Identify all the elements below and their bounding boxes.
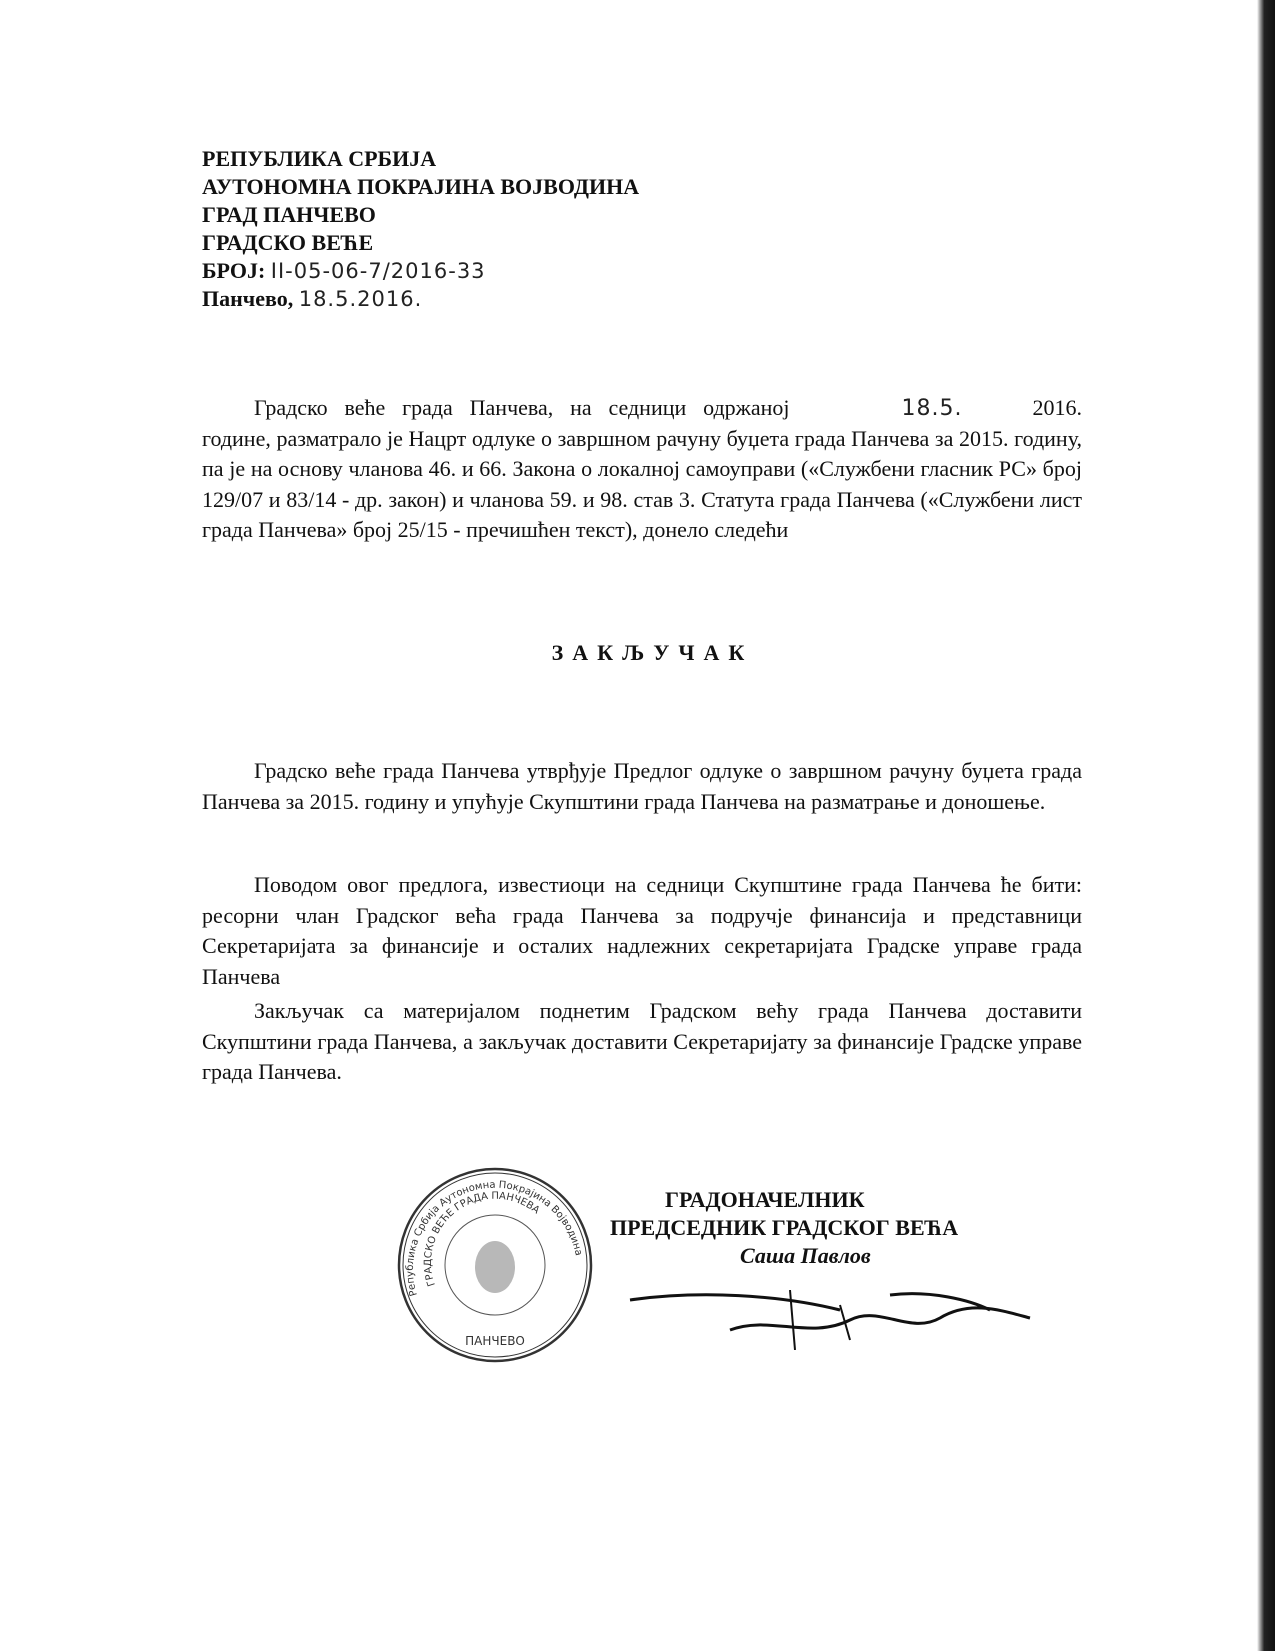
handwritten-number: II-05-06-7/2016-33 — [270, 259, 486, 283]
intro-paragraph-text — [202, 393, 1082, 546]
place-label: Панчево, — [202, 286, 294, 311]
handwritten-date: 18.5.2016. — [298, 287, 423, 311]
intro-text: Градско веће града Панчева, на седници одржаној — [254, 395, 790, 420]
signatory-title: ПРЕДСЕДНИК ГРАДСКОГ ВЕЋА — [610, 1215, 959, 1240]
signature-block — [610, 1186, 958, 1270]
signatory-role: ГРАДОНАЧЕЛНИК — [665, 1187, 865, 1212]
header-line: ГРАД ПАНЧЕВО — [202, 202, 376, 227]
paragraph-text: Закључак са материјалом поднетим Градском већу града Панчева доставити Скупштини града Панчева, а закључак доставити Секретаријату за финансије Градске управе града Панчева. — [202, 998, 1082, 1084]
conclusion-paragraph-3 — [202, 996, 1082, 1088]
conclusion-paragraph-1 — [202, 756, 1082, 817]
header-line: ГРАДСКО ВЕЋЕ — [202, 230, 374, 255]
intro-text-cont: 2016. године, разматрало је Нацрт одлуке о завршном рачуну буџета града Панчева за 2015. годину, па је на основу чланова 46. и 66. Закона о локалној самоуправи («Службени гласник РС» број 129/07 и 83/14 - др. закон) и чланова 59. и 98. став 3. Статута града Панчева («Службени лист града Панчева» број 25/15 - пречишћен текст), донело следећи — [202, 395, 1082, 542]
signatory-name: Саша Павлов — [740, 1243, 871, 1268]
conclusion-paragraph-2 — [202, 870, 1082, 992]
place-date — [202, 285, 639, 313]
handwritten-session-date: 18.5. — [901, 396, 963, 421]
paragraph-text: Поводом овог предлога, известиоци на седници Скупштине града Панчева ће бити: ресорни члан Градског већа града Панчева за подручје финансија и представници Секретаријата за финансије и осталих надлежних секретаријата Градске управе града Панчева — [202, 872, 1082, 989]
handwritten-signature — [620, 1290, 1040, 1350]
stamp-outer-text: Република Србија Аутономна Покрајина Војводина — [404, 1179, 584, 1298]
coat-of-arms-icon — [475, 1241, 515, 1293]
number-label: БРОЈ: — [202, 258, 266, 283]
intro-paragraph — [202, 393, 1082, 546]
official-stamp — [395, 1165, 595, 1365]
stamp-bottom-text: ПАНЧЕВО — [465, 1334, 525, 1348]
document-title: ЗАКЉУЧАК — [551, 640, 754, 665]
header-line: РЕПУБЛИКА СРБИЈА — [202, 146, 437, 171]
stamp-inner-text: ГРАДСКО ВЕЋЕ ГРАДА ПАНЧЕВА — [422, 1190, 542, 1288]
scan-edge — [1257, 0, 1275, 1651]
paragraph-text: Градско веће града Панчева утврђује Предлог одлуке о завршном рачуну буџета града Панчева за 2015. годину и упућује Скупштини града Панчева на разматрање и доношење. — [202, 758, 1082, 814]
reference-number — [202, 257, 639, 285]
header-line: АУТОНОМНА ПОКРАЈИНА ВОЈВОДИНА — [202, 174, 640, 199]
document-header — [202, 145, 639, 313]
